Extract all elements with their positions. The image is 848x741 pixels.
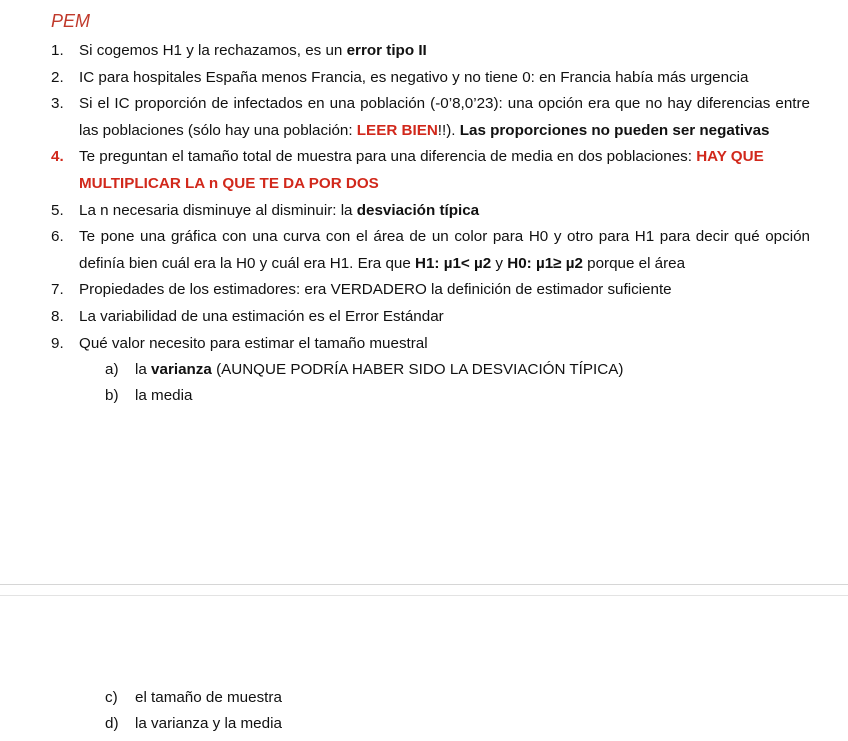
list-item-3 [0,91,848,144]
item-number: 5. [51,201,64,219]
item-text: !!). [437,121,460,139]
item-number: 7. [51,281,64,299]
item-text: La variabilidad de una estimación es el Error Estándar [79,307,444,325]
option-label: d) [105,715,119,732]
item-emphasis-red: LEER BIEN [356,121,438,139]
item-emphasis-red: HAY QUE MULTIPLICAR LA n QUE TE DA POR DOS [79,148,764,192]
item-text: porque el área [582,254,686,272]
question-list [0,38,848,409]
item-number: 8. [51,307,64,325]
item-emphasis: error tipo II [346,42,427,59]
item-number: 3. [51,95,64,113]
item-emphasis: H1: µ1< µ2 [415,254,492,272]
page-divider [0,595,848,596]
item-emphasis: Las proporciones no pueden ser negativas [459,121,770,139]
item-text: Te preguntan el tamaño total de muestra para una diferencia de media en dos poblaciones: [79,148,697,166]
option-d [0,711,848,737]
item-text: y [491,254,508,272]
option-text: la varianza y la media [135,715,282,732]
item-emphasis: desviación típica [356,201,480,219]
list-item-7 [0,277,848,304]
option-text: el tamaño de muestra [135,689,282,706]
item-number: 1. [51,42,64,59]
option-label: a) [105,361,119,379]
item-number: 2. [51,68,64,86]
option-a [0,357,848,383]
item-text: Si cogemos H1 y la rechazamos, es un [79,42,347,59]
page-divider [0,584,848,585]
list-item-9 [0,331,848,358]
continued-options [0,685,848,737]
item-emphasis: H0: µ1≥ µ2 [507,254,583,272]
item-text: Si el IC proporción de infectados en una población (-0’8,0’23): una opción era que no hay diferencias entre las poblaciones (sólo hay una población: [79,95,810,139]
list-item-1 [0,38,848,65]
list-item-8 [0,304,848,331]
option-c [0,685,848,711]
item-text: Te pone una gráfica con una curva con el área de un color para H0 y otro para H1 para decir qué opción definía bien cuál era la H0 y cuál era H1. Era que [79,228,810,272]
option-text: la [135,361,152,379]
option-label: b) [105,387,119,405]
option-text: la media [135,387,193,405]
item-number: 9. [51,334,64,352]
list-item-4 [0,144,848,197]
item-number: 4. [51,148,64,166]
item-text: La n necesaria disminuye al disminuir: la [79,201,357,219]
list-item-6 [0,224,848,277]
item-number: 6. [51,228,64,246]
page-title: PEM [51,11,91,31]
option-label: c) [105,689,118,706]
option-text: (AUNQUE PODRÍA HABER SIDO LA DESVIACIÓN TÍPICA) [211,361,624,379]
item-text: Qué valor necesito para estimar el tamaño muestral [79,334,428,352]
item-text: IC para hospitales España menos Francia, es negativo y no tiene 0: en Francia había más urgencia [79,68,749,86]
list-item-5 [0,198,848,225]
list-item-2 [0,65,848,92]
item-text: Propiedades de los estimadores: era VERDADERO la definición de estimador suficiente [79,281,672,299]
option-emphasis: varianza [151,361,212,379]
option-b [0,383,848,409]
